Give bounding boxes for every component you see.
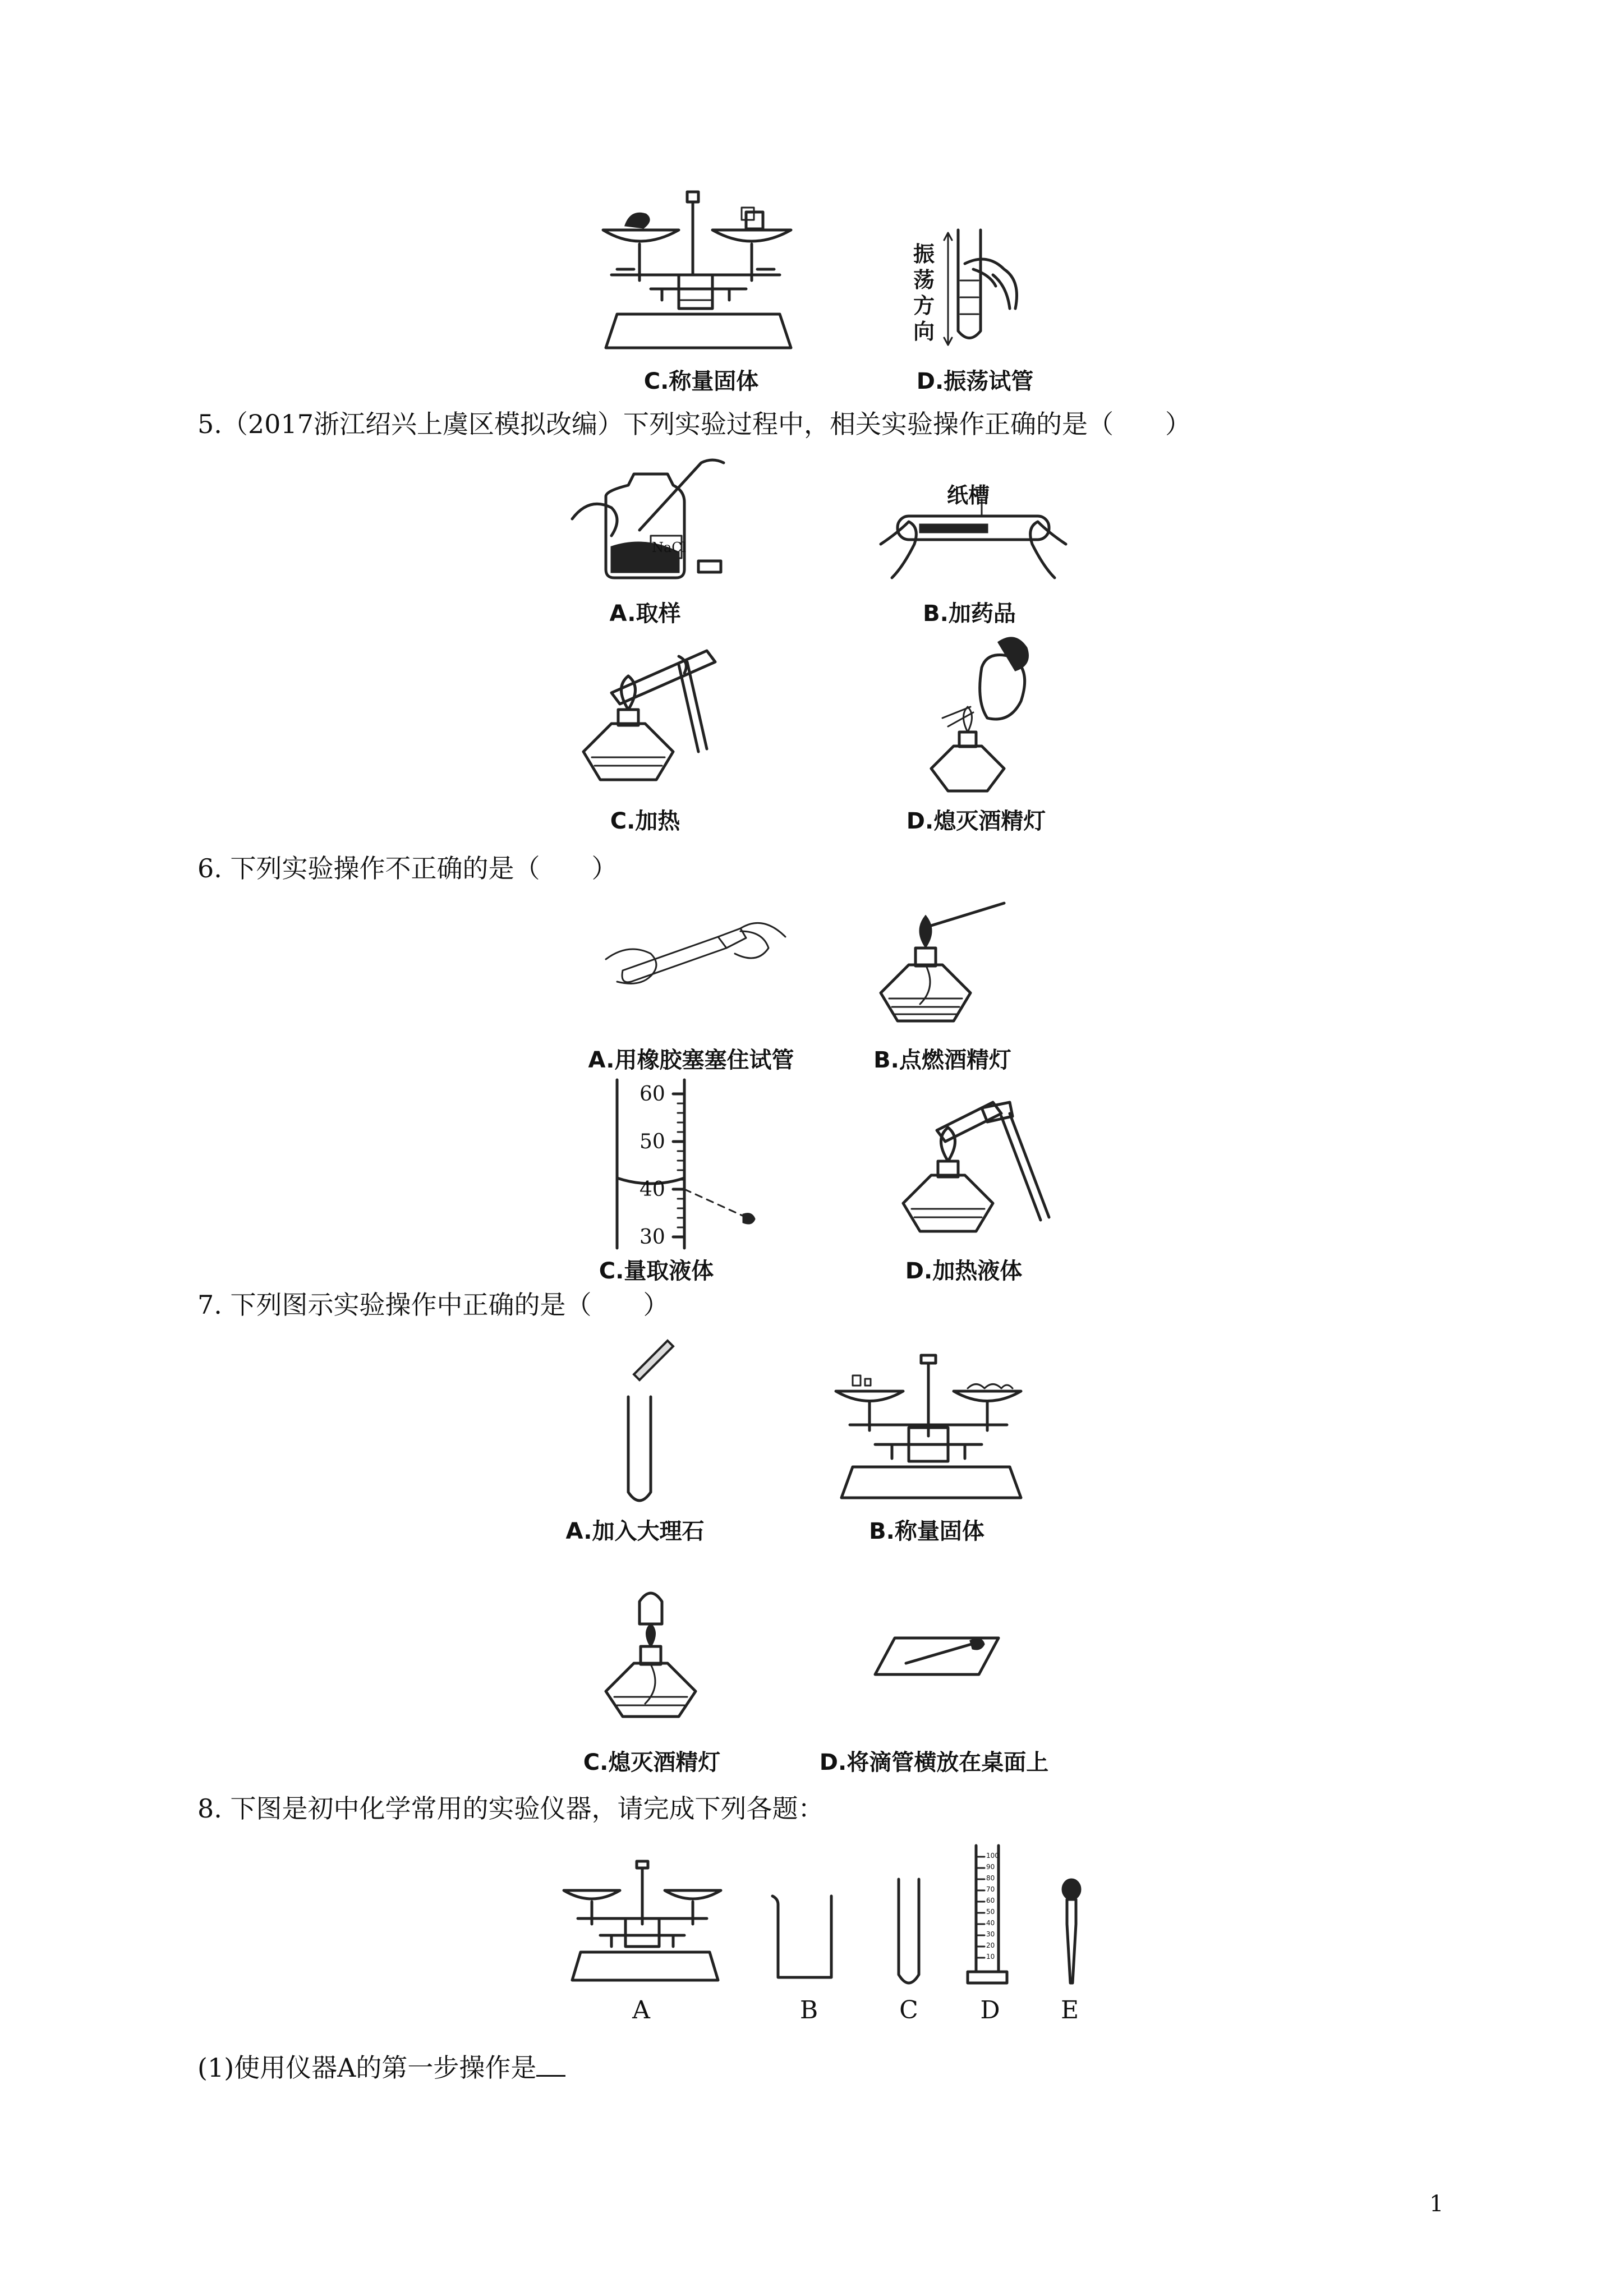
instrument-e-dropper — [1055, 1879, 1088, 1986]
question-6: 6. 下列实验操作不正确的是（ ） — [197, 853, 618, 884]
answer-blank[interactable] — [536, 2053, 565, 2077]
page-number: 1 — [1429, 2191, 1444, 2217]
dropper-on-table-figure — [872, 1630, 1001, 1680]
heating-figure — [578, 639, 746, 785]
take-sample-figure — [572, 452, 735, 586]
cylinder-tick-30: 30 — [640, 1226, 665, 1249]
label-c: C — [899, 1996, 918, 2024]
caption-q5-c: C.加热 — [610, 808, 680, 834]
caption-q5-d: D.熄灭酒精灯 — [906, 808, 1046, 834]
light-lamp-figure — [875, 886, 1021, 1027]
question-8-sub-1: (1)使用仪器A的第一步操作是 — [197, 2047, 565, 2085]
caption-q4-d: D.振荡试管 — [916, 369, 1034, 394]
caption-q6-c: C.量取液体 — [599, 1258, 714, 1284]
measuring-cylinder-figure — [611, 1080, 769, 1248]
label-a: A — [632, 1996, 650, 2024]
instrument-c-testtube — [892, 1879, 926, 1991]
balance-figure-q4c — [595, 191, 808, 359]
heat-liquid-figure — [898, 1091, 1066, 1237]
cylinder-d-ticks: 100 90 80 70 60 50 40 30 20 10 — [986, 1852, 999, 1961]
add-marble-figure — [617, 1341, 684, 1509]
caption-q7-d: D.将滴管横放在桌面上 — [819, 1750, 1049, 1775]
rubber-stopper-figure — [606, 903, 785, 1004]
question-8: 8. 下图是初中化学常用的实验仪器，请完成下列各题： — [197, 1793, 824, 1824]
instrument-a-balance — [561, 1862, 729, 1986]
caption-q6-b: B.点燃酒精灯 — [873, 1047, 1011, 1073]
balance-figure-q7b — [830, 1358, 1032, 1503]
caption-q6-d: D.加热液体 — [905, 1258, 1023, 1284]
paper-trough-label: 纸槽 — [947, 483, 990, 508]
extinguish-lamp-blow-figure — [920, 634, 1060, 791]
caption-q6-a: A.用橡胶塞塞住试管 — [588, 1047, 794, 1073]
cylinder-tick-60: 60 — [640, 1083, 665, 1106]
shake-direction-arrow — [942, 230, 954, 348]
label-b: B — [799, 1996, 818, 2024]
label-e: E — [1060, 1996, 1079, 2024]
caption-q4-c: C.称量固体 — [643, 369, 759, 394]
caption-q7-b: B.称量固体 — [869, 1519, 984, 1544]
cylinder-tick-40: 40 — [640, 1178, 665, 1201]
instrument-b-beaker — [770, 1893, 837, 1983]
nacl-label: NaCl — [652, 540, 687, 555]
caption-q7-a: A.加入大理石 — [565, 1519, 705, 1544]
question-7: 7. 下列图示实验操作中正确的是（ ） — [197, 1290, 669, 1320]
label-d: D — [980, 1996, 1000, 2024]
extinguish-lamp-cap-figure — [600, 1585, 712, 1719]
shake-direction-label: 振荡方向 — [913, 242, 935, 344]
cylinder-tick-50: 50 — [640, 1130, 665, 1153]
caption-q7-c: C.熄灭酒精灯 — [583, 1750, 721, 1775]
caption-q5-a: A.取样 — [609, 601, 681, 627]
question-5: 5.（2017浙江绍兴上虞区模拟改编）下列实验过程中，相关实验操作正确的是（ ） — [197, 409, 1191, 439]
caption-q5-b: B.加药品 — [923, 601, 1016, 627]
